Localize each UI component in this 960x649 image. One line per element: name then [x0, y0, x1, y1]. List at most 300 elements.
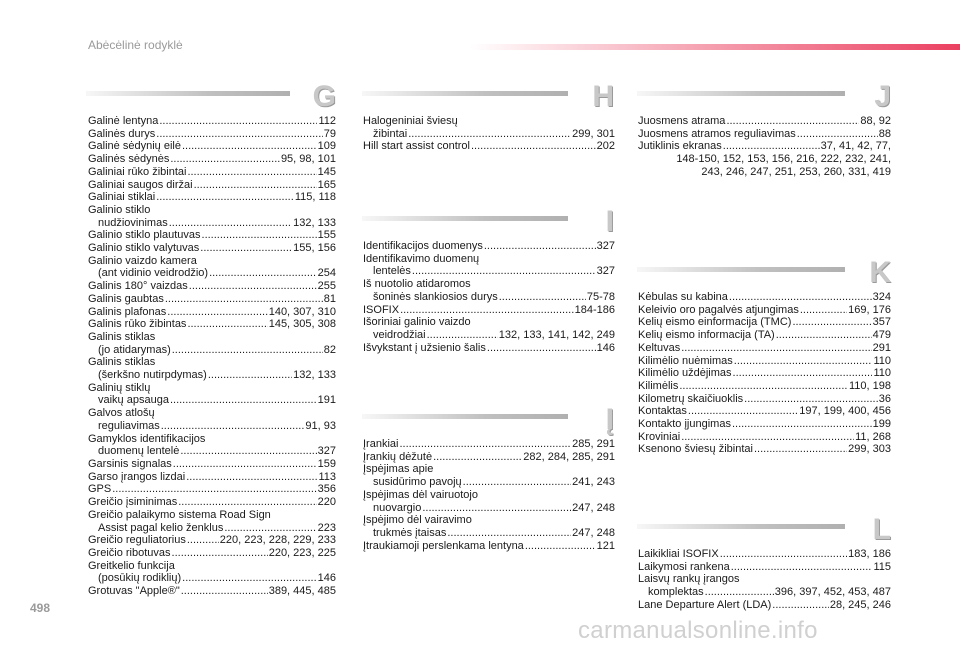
- dot-leader: [186, 471, 317, 484]
- index-entry-line: [363, 342, 615, 355]
- index-entry-line: [638, 140, 891, 153]
- index-entry-text: Galiniai rūko žibintai: [88, 165, 187, 178]
- index-entry-pages: 356: [317, 483, 336, 496]
- index-entry: [638, 115, 891, 128]
- index-entry-text: Garsinis signalas: [88, 457, 172, 470]
- dot-leader: [408, 128, 571, 141]
- index-entry-text: Kontakto įjungimas: [638, 418, 731, 431]
- index-entry-text: Ksenono šviesų žibintai: [638, 443, 753, 456]
- index-entry-pages: 241, 243: [572, 476, 615, 489]
- section-letter-l: L: [872, 513, 891, 546]
- dot-leader: [731, 561, 873, 574]
- index-entry-line: [638, 405, 891, 418]
- index-entry: [88, 534, 336, 547]
- dot-leader: [189, 280, 317, 293]
- index-entry-pages: 132, 133: [293, 216, 336, 229]
- index-entry-line: [363, 502, 615, 515]
- index-entry: [88, 242, 336, 255]
- dot-leader: [729, 291, 872, 304]
- index-entry-text: ISOFIX: [363, 303, 400, 316]
- index-entry-line: [638, 355, 891, 368]
- index-entry-pages: 113: [318, 470, 336, 483]
- index-entry-pages: 109: [317, 140, 336, 153]
- index-entry-line: [88, 509, 336, 522]
- index-entry-pages: 91, 93: [305, 419, 336, 432]
- section-rule: [362, 216, 568, 221]
- index-entry: [363, 342, 615, 355]
- index-entry-line: [88, 522, 336, 535]
- index-entry-text: žibintai: [373, 127, 408, 140]
- index-entry-text: vaikų apsauga: [98, 394, 169, 407]
- index-entry-text: GPS: [88, 483, 112, 496]
- index-entry-text: Galinis stiklas: [88, 330, 156, 343]
- index-entry: [88, 280, 336, 293]
- index-entry-line: [88, 280, 336, 293]
- index-entry-line: [88, 369, 336, 382]
- index-entry-line: [88, 534, 336, 547]
- index-entry: [88, 547, 336, 560]
- index-entry-line: [88, 204, 336, 217]
- dot-leader: [733, 367, 873, 380]
- index-entry: [363, 514, 615, 539]
- index-entry: [638, 548, 891, 561]
- index-entry: [638, 304, 891, 317]
- index-entry-text: Galinė lentyna: [88, 115, 159, 127]
- dot-leader: [180, 445, 316, 458]
- index-entry-line: [638, 329, 891, 342]
- index-entry-text: Galiniai saugos diržai: [88, 178, 193, 191]
- index-entry-text: Jutiklinis ekranas: [638, 140, 722, 153]
- index-entry-text: Galinio stiklo: [88, 203, 151, 216]
- index-entry-pages: 479: [872, 329, 891, 342]
- index-entry-line: [88, 242, 336, 255]
- index-entry-text: Kilometrų skaičiuoklis: [638, 392, 744, 405]
- index-entry-line: [363, 316, 615, 329]
- dot-leader: [487, 342, 596, 355]
- index-entry-line: [88, 153, 336, 166]
- dot-leader: [200, 242, 292, 255]
- index-entry-text: Greitkelio funkcija: [88, 559, 175, 572]
- section-header-i-ogonek: [362, 403, 614, 439]
- index-entry-pages: 11, 268: [855, 430, 891, 443]
- index-entry-pages: 36: [878, 392, 891, 405]
- dot-leader: [112, 483, 316, 496]
- index-entry-text: Greičio įsiminimas: [88, 496, 178, 509]
- index-entry-line: [88, 318, 336, 331]
- index-entry-pages: 155, 156: [293, 242, 336, 255]
- index-entry-text: Kilimėlio nuėmimas: [638, 354, 733, 367]
- index-entry-line: [638, 115, 891, 128]
- index-list-j: [638, 115, 891, 179]
- dot-leader: [525, 540, 596, 553]
- index-entry-text: Grotuvas "Apple®": [88, 585, 180, 598]
- index-entry-pages: 327: [596, 265, 615, 278]
- index-entry: [88, 191, 336, 204]
- index-entry-pages: 183, 186: [848, 548, 891, 560]
- index-entry-text: Galinė sėdynių eilė: [88, 140, 181, 153]
- index-entry: [638, 443, 891, 456]
- index-entry: [88, 128, 336, 141]
- dot-leader: [681, 431, 854, 444]
- index-entry-pages: 155: [317, 229, 336, 242]
- index-entry: [363, 240, 615, 253]
- index-entry: [363, 304, 615, 317]
- dot-leader: [499, 291, 586, 304]
- index-entry-text: Greičio palaikymo sistema Road Sign: [88, 508, 271, 521]
- index-entry-pages: 110: [873, 354, 891, 367]
- dot-leader: [208, 369, 292, 382]
- index-entry: [638, 573, 891, 598]
- index-entry-line: [88, 344, 336, 357]
- index-entry-text: Garso įrangos lizdai: [88, 470, 186, 483]
- index-entry: [88, 433, 336, 458]
- section-header-l: [637, 513, 891, 549]
- header-title: Abėcėlinė rodyklė: [88, 38, 183, 52]
- dot-leader: [187, 166, 316, 179]
- index-entry-pages: 197, 199, 400, 456: [799, 405, 891, 418]
- index-entry-pages: 247, 248: [572, 501, 615, 514]
- index-entry: [88, 496, 336, 509]
- section-rule: [86, 91, 290, 96]
- index-entry-line: [88, 356, 336, 369]
- index-entry-text: Galinis stiklas: [88, 356, 156, 369]
- index-entry-line: [363, 278, 615, 291]
- section-rule: [637, 267, 845, 272]
- index-entry-text: Galinio vaizdo kamera: [88, 254, 197, 267]
- index-entry: [363, 140, 615, 153]
- dot-leader: [681, 342, 871, 355]
- index-entry-text: Laikymosi rankena: [638, 560, 730, 573]
- index-entry: [88, 306, 336, 319]
- dot-leader: [182, 572, 316, 585]
- dot-leader: [744, 393, 878, 406]
- dot-leader: [156, 128, 322, 141]
- index-entry-line: [88, 229, 336, 242]
- index-entry: [88, 471, 336, 484]
- index-entry-pages: 169, 176: [848, 303, 891, 316]
- index-entry-pages: 389, 445, 485: [268, 585, 336, 598]
- index-entry-line: [88, 191, 336, 204]
- index-entry-text: Įtraukiamoji perslenkama lentyna: [363, 539, 524, 552]
- index-entry-text: Greičio reguliatorius: [88, 534, 186, 547]
- index-entry: [88, 483, 336, 496]
- index-entry: [88, 115, 336, 128]
- dot-leader: [194, 179, 317, 192]
- dot-leader: [173, 458, 317, 471]
- index-entry-text: Keleivio oro pagalvės atjungimas: [638, 303, 799, 316]
- dot-leader: [776, 329, 872, 342]
- index-entry: [88, 255, 336, 280]
- index-entry: [638, 393, 891, 406]
- index-entry-text: nuovargio: [373, 501, 422, 514]
- index-entry-text: veidrodžiai: [373, 328, 426, 341]
- dot-leader: [772, 599, 829, 612]
- section-header-k: [637, 256, 891, 292]
- dot-leader: [705, 586, 774, 599]
- index-entry-line: [88, 179, 336, 192]
- index-entry-line: [638, 153, 891, 166]
- index-entry-pages: 199: [872, 418, 891, 431]
- index-entry-text: Kontaktas: [638, 405, 687, 418]
- index-entry: [638, 380, 891, 393]
- index-entry-text: Juosmens atramos reguliavimas: [638, 127, 796, 140]
- index-entry-line: [363, 265, 615, 278]
- index-entry-line: [638, 573, 891, 586]
- index-entry-text: Galinio stiklo plautuvas: [88, 229, 201, 242]
- index-entry-pages: 95, 98, 101: [280, 153, 336, 166]
- index-entry-pages: 146: [317, 572, 336, 585]
- index-entry: [88, 293, 336, 306]
- index-entry-pages: 327: [596, 240, 615, 252]
- index-entry-line: [638, 291, 891, 304]
- section-letter-i-ogonek: Į: [605, 403, 614, 436]
- index-entry-pages: 282, 284, 285, 291: [523, 450, 615, 463]
- index-entry-line: [88, 572, 336, 585]
- index-entry-text: (posūkių rodiklių): [98, 572, 182, 585]
- index-entry-line: [638, 548, 891, 561]
- index-entry-pages: 255: [317, 280, 336, 293]
- index-entry-line: [88, 433, 336, 446]
- index-entry: [88, 166, 336, 179]
- dot-leader: [187, 534, 219, 547]
- index-entry-text: Greičio ribotuvas: [88, 546, 171, 559]
- dot-leader: [169, 217, 292, 230]
- index-entry: [638, 128, 891, 141]
- index-entry-text: Galinis gaubtas: [88, 292, 164, 305]
- dot-leader: [170, 394, 317, 407]
- section-letter-g: G: [312, 80, 336, 113]
- dot-leader: [181, 585, 268, 598]
- index-entry-pages: 299, 301: [572, 127, 615, 140]
- index-entry-pages: 299, 303: [848, 443, 891, 456]
- index-entry-text: Išvykstant į užsienio šalis: [363, 341, 486, 354]
- index-list-i-ogonek: [363, 438, 615, 552]
- index-entry-line: [638, 166, 891, 179]
- index-entry-line: [363, 476, 615, 489]
- section-header-g: [86, 80, 336, 116]
- index-entry: [363, 115, 615, 140]
- index-entry-text: Gamyklos identifikacijos: [88, 432, 206, 445]
- index-entry-text: Juosmens atrama: [638, 115, 726, 127]
- section-rule: [362, 91, 568, 96]
- index-entry-line: [363, 140, 615, 153]
- section-letter-i: I: [605, 205, 614, 238]
- index-entry-pages: 254: [317, 267, 336, 280]
- index-entry: [363, 540, 615, 553]
- index-entry-text: Lane Departure Alert (LDA): [638, 598, 772, 611]
- dot-leader: [427, 329, 498, 342]
- index-entry-text: 243, 246, 247, 251, 253, 260, 331, 419: [701, 165, 891, 178]
- dot-leader: [422, 502, 571, 515]
- index-entry-text: Kelių eismo informacija (TA): [638, 329, 775, 342]
- index-entry-line: [638, 367, 891, 380]
- index-entry-text: Hill start assist control: [363, 140, 470, 153]
- dot-leader: [679, 380, 848, 393]
- index-entry-line: [88, 560, 336, 573]
- index-entry-line: [363, 438, 615, 451]
- index-entry-line: [638, 128, 891, 141]
- index-entry-text: duomenų lentelė: [98, 445, 180, 458]
- index-entry: [363, 278, 615, 303]
- index-entry-text: (jo atidarymas): [98, 343, 171, 356]
- index-list-h: [363, 115, 615, 153]
- index-entry: [638, 431, 891, 444]
- dot-leader: [159, 115, 317, 128]
- index-entry: [88, 560, 336, 585]
- index-entry-pages: 110: [873, 367, 891, 380]
- index-entry: [88, 179, 336, 192]
- index-entry: [638, 291, 891, 304]
- index-entry-text: Identifikacijos duomenys: [363, 240, 483, 252]
- index-list-l: [638, 548, 891, 612]
- index-entry-text: komplektas: [648, 586, 704, 599]
- index-entry-line: [638, 561, 891, 574]
- index-list-g: [88, 115, 336, 598]
- index-entry-pages: 220, 223, 225: [268, 546, 336, 559]
- index-entry: [638, 316, 891, 329]
- index-entry-pages: 159: [317, 457, 336, 470]
- index-entry: [88, 204, 336, 229]
- index-entry-line: [88, 445, 336, 458]
- index-entry-line: [88, 407, 336, 420]
- index-entry-line: [363, 329, 615, 342]
- dot-leader: [182, 140, 317, 153]
- dot-leader: [161, 420, 305, 433]
- index-entry-text: Galiniai stiklai: [88, 191, 156, 204]
- index-entry-text: Kroviniai: [638, 430, 681, 443]
- index-entry-pages: 132, 133, 141, 142, 249: [498, 328, 615, 341]
- index-entry-text: Galinės sėdynės: [88, 153, 170, 166]
- dot-leader: [156, 191, 294, 204]
- index-entry: [88, 356, 336, 381]
- index-entry: [638, 405, 891, 418]
- index-entry-pages: 357: [872, 316, 891, 329]
- index-entry-text: Galinis plafonas: [88, 305, 167, 318]
- index-entry-text: Keltuvas: [638, 341, 681, 354]
- dot-leader: [734, 355, 873, 368]
- index-entry: [638, 561, 891, 574]
- index-entry: [638, 418, 891, 431]
- index-entry-pages: 140, 307, 310: [268, 305, 336, 318]
- index-entry-line: [638, 393, 891, 406]
- index-entry-pages: 165: [317, 178, 336, 191]
- index-entry-pages: 145, 305, 308: [268, 318, 336, 331]
- dot-leader: [170, 153, 280, 166]
- index-entry-line: [638, 586, 891, 599]
- index-entry: [638, 342, 891, 355]
- index-entry-text: Galinių stiklų: [88, 381, 151, 394]
- dot-leader: [178, 496, 316, 509]
- section-header-h: [362, 80, 614, 116]
- dot-leader: [726, 115, 859, 128]
- dot-leader: [433, 451, 522, 464]
- index-entry-text: Kėbulas su kabina: [638, 291, 728, 303]
- index-entry-text: Galvos atlošų: [88, 407, 155, 420]
- index-entry-line: [88, 382, 336, 395]
- dot-leader: [167, 306, 267, 319]
- index-entry-pages: 223: [317, 521, 336, 534]
- index-entry-text: Galinis 180° vaizdas: [88, 280, 188, 293]
- dot-leader: [720, 548, 847, 561]
- index-entry-line: [363, 304, 615, 317]
- index-entry-line: [88, 115, 336, 128]
- index-entry-pages: 327: [317, 445, 336, 458]
- index-entry: [88, 585, 336, 598]
- index-entry-text: nudžiovinimas: [98, 216, 168, 229]
- index-entry: [638, 367, 891, 380]
- index-entry-pages: 184-186: [574, 303, 615, 316]
- index-entry-text: Galinis rūko žibintas: [88, 318, 187, 331]
- index-entry-pages: 146: [596, 341, 615, 354]
- dot-leader: [165, 293, 323, 306]
- index-entry-line: [88, 496, 336, 509]
- index-entry-text: Laisvų rankų įrangos: [638, 573, 740, 586]
- index-entry: [363, 463, 615, 488]
- index-entry-pages: 37, 41, 42, 77,: [820, 140, 891, 153]
- section-letter-k: K: [869, 256, 891, 289]
- index-entry-line: [363, 540, 615, 553]
- index-entry-text: Įspėjimo dėl vairavimo: [363, 514, 472, 527]
- index-entry-pages: 88, 92: [860, 115, 891, 127]
- dot-leader: [471, 140, 596, 153]
- index-entry: [88, 509, 336, 534]
- index-entry: [363, 253, 615, 278]
- index-entry-pages: 132, 133: [293, 369, 336, 382]
- index-entry-text: Įrankių dėžutė: [363, 450, 433, 463]
- index-entry-line: [88, 128, 336, 141]
- index-entry-line: [88, 267, 336, 280]
- index-entry-pages: 88: [878, 127, 891, 140]
- index-entry-text: Galinės durys: [88, 127, 156, 140]
- section-rule: [362, 414, 568, 419]
- index-entry: [88, 407, 336, 432]
- watermark: carmanualsonline.info: [578, 617, 818, 644]
- index-entry-pages: 110, 198: [848, 379, 891, 392]
- index-entry-pages: 115: [873, 560, 891, 573]
- index-entry-text: reguliavimas: [98, 419, 160, 432]
- index-entry-line: [88, 306, 336, 319]
- index-list-i: [363, 240, 615, 354]
- index-entry: [363, 489, 615, 514]
- index-entry: [88, 229, 336, 242]
- index-entry-pages: 191: [317, 394, 336, 407]
- dot-leader: [797, 128, 878, 141]
- index-entry: [363, 438, 615, 451]
- dot-leader: [463, 476, 572, 489]
- index-entry-line: [363, 527, 615, 540]
- index-entry-line: [88, 331, 336, 344]
- index-entry-pages: 324: [872, 291, 891, 303]
- index-entry: [638, 355, 891, 368]
- index-entry-pages: 82: [323, 343, 336, 356]
- index-entry-text: Assist pagal kelio ženklus: [98, 521, 224, 534]
- page-number: 498: [30, 601, 51, 615]
- dot-leader: [412, 265, 596, 278]
- index-entry: [638, 140, 891, 178]
- index-entry-line: [363, 253, 615, 266]
- index-entry-text: Įspėjimas apie: [363, 463, 434, 476]
- index-entry-pages: 220, 223, 228, 229, 233: [219, 534, 336, 547]
- dot-leader: [172, 344, 323, 357]
- dot-leader: [732, 418, 872, 431]
- index-entry-pages: 291: [872, 341, 891, 354]
- index-entry-line: [88, 547, 336, 560]
- index-entry: [638, 329, 891, 342]
- index-entry-line: [363, 240, 615, 253]
- index-entry: [88, 318, 336, 331]
- index-entry-pages: 220: [317, 496, 336, 509]
- index-entry-text: Išoriniai galinio vaizdo: [363, 316, 471, 329]
